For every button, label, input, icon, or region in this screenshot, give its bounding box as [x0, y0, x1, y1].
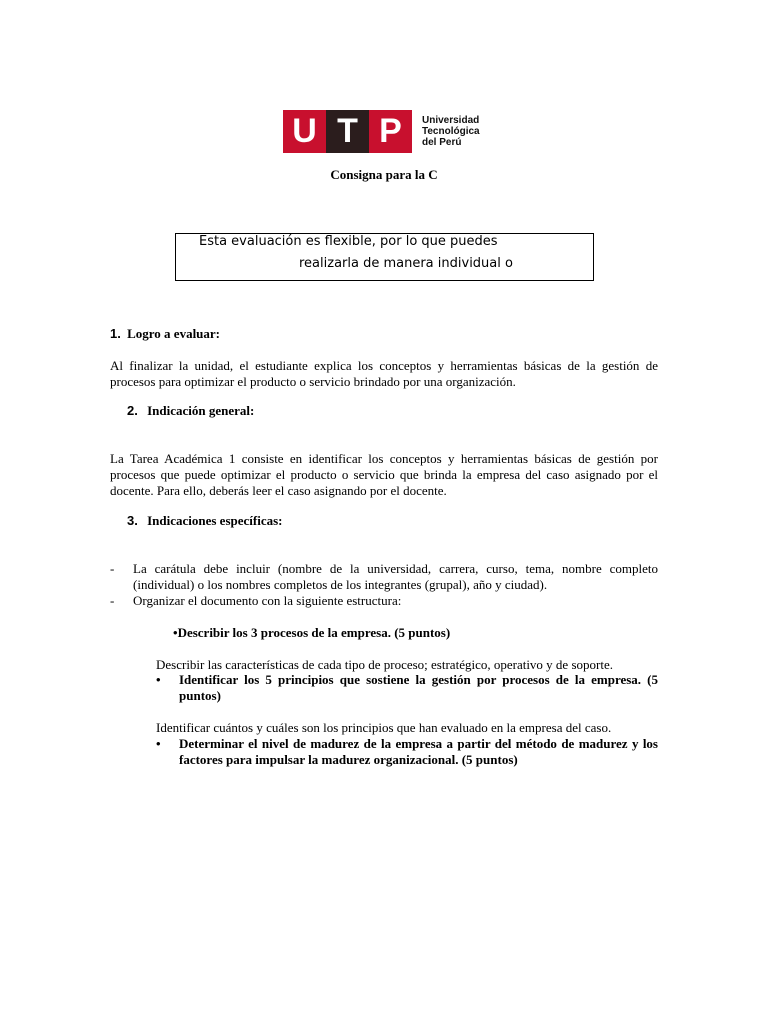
notice-box — [175, 233, 594, 281]
section-2-number: 2. — [127, 403, 138, 418]
structure-item-1 — [173, 625, 450, 641]
structure-item-2 — [156, 672, 658, 704]
dash-item-text: La carátula debe incluir (nombre de la universidad, carrera, curso, tema, nombre completo (individual) o los nombres completos de los integrantes (grupal), año y ciudad). — [133, 561, 658, 592]
structure-item-3-text: Determinar el nivel de madurez de la empresa a partir del método de madurez y los factores para impulsar la madurez organizacional. (5 puntos) — [179, 736, 658, 767]
dash-item-text: Organizar el documento con la siguiente estructura: — [133, 593, 402, 608]
logo-letter-u: U — [283, 110, 326, 153]
logo-line-3: del Perú — [422, 137, 462, 148]
utp-logo — [283, 110, 480, 153]
dash-marker: - — [110, 561, 115, 576]
dash-marker: - — [110, 593, 115, 608]
dash-item — [110, 593, 658, 609]
section-3-dash-list — [110, 561, 658, 609]
section-3-number: 3. — [127, 513, 138, 528]
structure-item-3 — [156, 736, 658, 768]
logo-line-1: Universidad — [422, 115, 480, 126]
notice-line-2: realizarla de manera individual o — [299, 256, 513, 271]
section-1-number: 1. — [110, 326, 121, 341]
section-1-body: Al finalizar la unidad, el estudiante explica los conceptos y herramientas básicas de la gestión de procesos para optimizar el producto o servicio brindado por una organización. — [110, 358, 658, 389]
logo-text — [422, 110, 480, 153]
logo-letter-t: T — [326, 110, 369, 153]
logo-letter-p: P — [369, 110, 412, 153]
structure-item-2-text: Identificar los 5 principios que sostiene la gestión por procesos de la empresa. (5 puntos) — [179, 672, 658, 703]
structure-item-1-desc: Describir las características de cada tipo de proceso; estratégico, operativo y de soporte. — [156, 657, 613, 672]
structure-item-1-text: Describir los 3 procesos de la empresa. (5 puntos) — [177, 625, 451, 640]
section-3-title: Indicaciones específicas: — [147, 513, 283, 528]
section-3-heading — [127, 513, 283, 529]
dash-item — [110, 561, 658, 593]
document-title: Consigna para la C — [330, 167, 438, 182]
section-2-title: Indicación general: — [147, 403, 255, 418]
logo-line-2: Tecnológica — [422, 126, 480, 137]
structure-item-2-desc: Identificar cuántos y cuáles son los principios que han evaluado en la empresa del caso. — [156, 720, 612, 735]
notice-line-1: Esta evaluación es flexible, por lo que puedes — [199, 234, 498, 249]
bullet-marker: • — [173, 625, 178, 640]
bullet-marker: • — [156, 736, 161, 751]
bullet-marker: • — [156, 672, 161, 687]
section-2-body: La Tarea Académica 1 consiste en identificar los conceptos y herramientas básicas de gestión por procesos que puede optimizar el producto o servicio que brinda la empresa del caso asignado por el docente. Para ello, deberás leer el caso asignando por el docente. — [110, 451, 658, 498]
section-1-title: Logro a evaluar: — [127, 326, 221, 341]
section-2-heading — [127, 403, 254, 419]
section-1-heading — [110, 326, 220, 342]
